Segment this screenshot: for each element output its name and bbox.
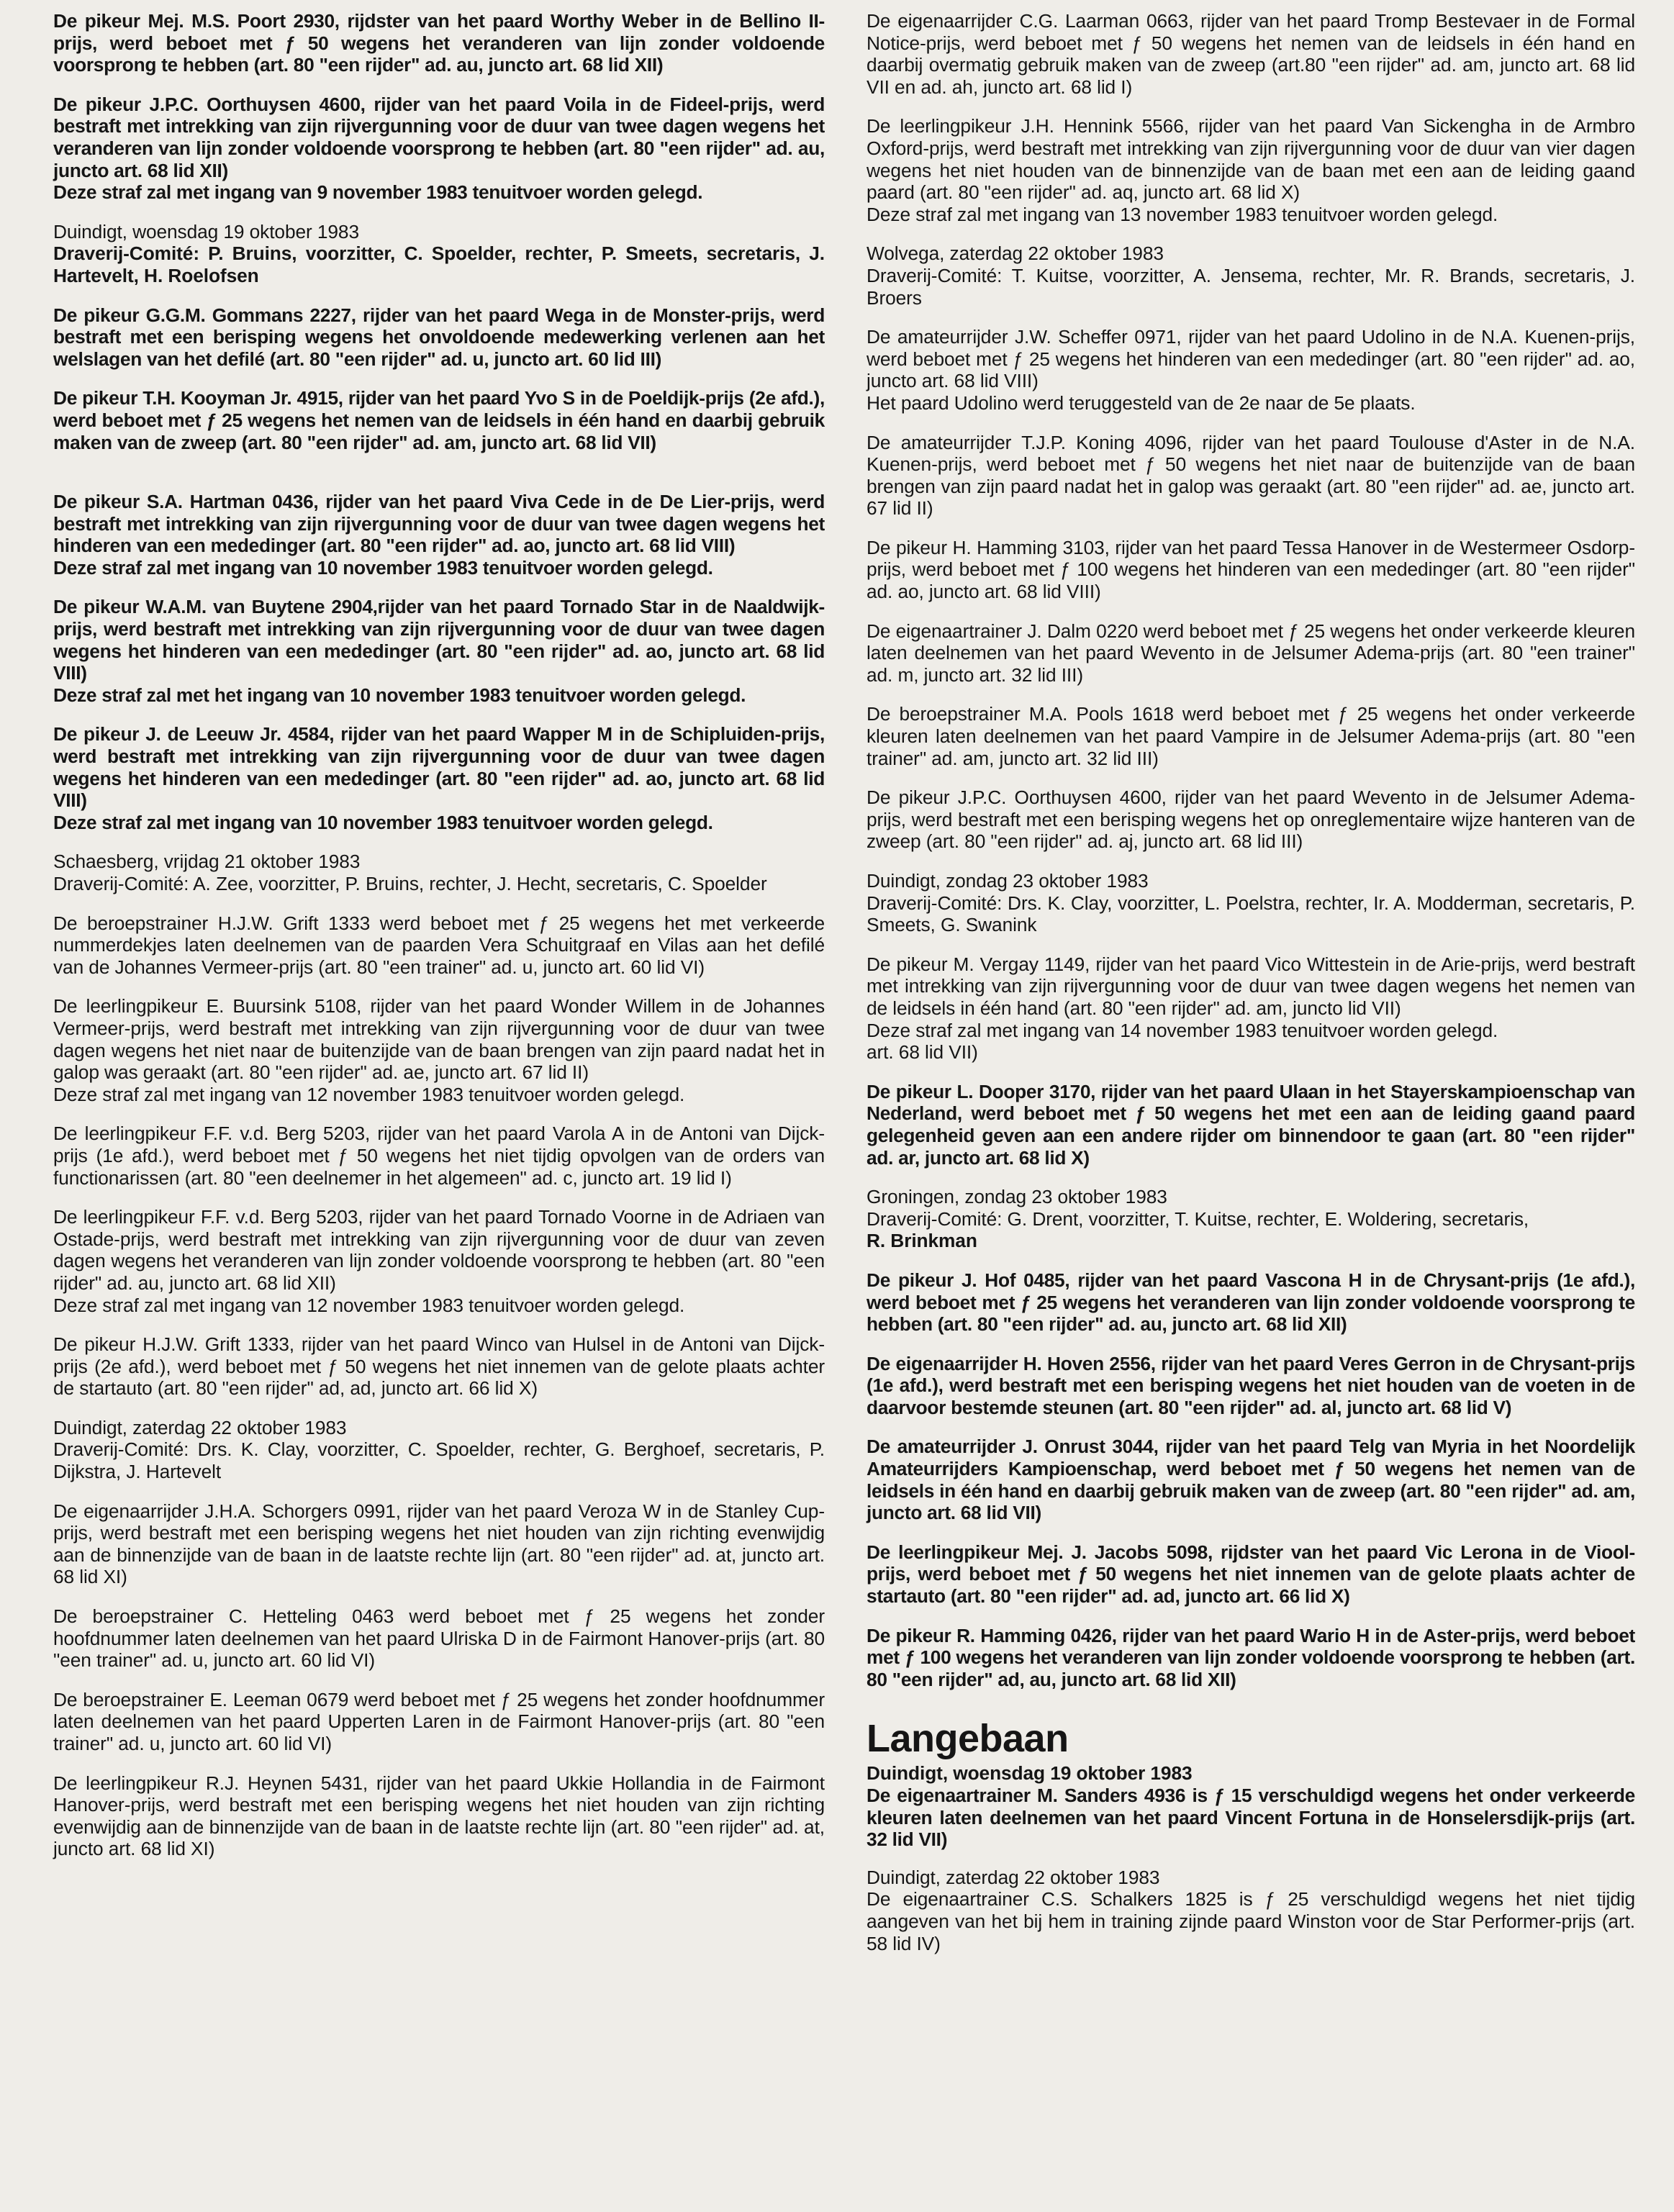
right-column: [867, 10, 1635, 2212]
entry-text: De pikeur J. Hof 0485, rijder van het paard Vascona H in de Chrysant-prijs (1e afd.), werd beboet met ƒ 25 wegens het veranderen van lijn zonder voldoende voorsprong te hebben (art. 80 "een rijder" ad. au, juncto art. 68 lid XII): [867, 1269, 1635, 1336]
entry-note: Deze straf zal met ingang van 13 november 1983 tenuitvoer worden gelegd.: [867, 203, 1498, 225]
ruling-entry: [867, 1353, 1635, 1419]
ruling-entry: [53, 596, 825, 706]
ruling-entry: [867, 1541, 1635, 1608]
entry-date: Duindigt, zaterdag 22 oktober 1983: [867, 1866, 1160, 1888]
entry-note: Draverij-Comité: A. Zee, voorzitter, P. Bruins, rechter, J. Hecht, secretaris, C. Spoelder: [53, 873, 767, 894]
ruling-entry: [867, 432, 1635, 520]
entry-text: De pikeur H.J.W. Grift 1333, rijder van het paard Winco van Hulsel in de Antoni van Dijck-prijs (2e afd.), werd beboet met ƒ 50 wegens het niet innemen van de gelote plaats achter de startauto (art. 80 "een rijder" ad, ad, juncto art. 66 lid X): [53, 1333, 825, 1400]
entry-note: Deze straf zal met ingang van 10 november 1983 tenuitvoer worden gelegd.: [53, 556, 713, 579]
committee-line: Draverij-Comité: G. Drent, voorzitter, T. Kuitse, rechter, E. Woldering, secretaris,: [867, 1207, 1529, 1230]
entry-text: De amateurrijder T.J.P. Koning 4096, rijder van het paard Toulouse d'Aster in de N.A. Kuenen-prijs, werd beboet met ƒ 50 wegens het niet naar de buitenzijde van de baan brengen van zijn paard nadat het in galop was geraakt (art. 80 "een rijder" ad. ae, juncto art. 67 lid II): [867, 431, 1635, 520]
entry-text: De eigenaartrainer J. Dalm 0220 werd beboet met ƒ 25 wegens het onder verkeerde kleuren laten deelnemen van het paard Wevento in de Jelsumer Adema-prijs (art. 80 "een trainer" ad. m, juncto art. 32 lid III): [867, 620, 1635, 686]
ruling-entry: [53, 94, 825, 204]
entry-text: Wolvega, zaterdag 22 oktober 1983: [867, 242, 1164, 265]
entry-text: De beroepstrainer C. Hetteling 0463 werd beboet met ƒ 25 wegens het zonder hoofdnummer laten deelnemen van het paard Ulriska D in de Fairmont Hanover-prijs (art. 80 "een trainer" ad. u, juncto art. 60 lid VI): [53, 1605, 825, 1672]
ruling-entry: [53, 491, 825, 579]
entry-text: De beroepstrainer H.J.W. Grift 1333 werd beboet met ƒ 25 wegens het met verkeerde nummerdekjes laten deelnemen van de paarden Vera Schuitgraaf en Vilas aan het defilé van de Johannes Vermeer-prijs (art. 80 "een trainer" ad. u, juncto art. 60 lid VI): [53, 912, 825, 978]
langebaan-section: [867, 1716, 1635, 1954]
ruling-entry: [867, 1269, 1635, 1336]
entry-note: Draverij-Comité: Drs. K. Clay, voorzitter, C. Spoelder, rechter, G. Berghoef, secretaris, P. Dijkstra, J. Hartevelt: [53, 1438, 825, 1483]
ruling-entry: [867, 326, 1635, 414]
entry-text: De eigenaartrainer M. Sanders 4936 is ƒ 15 verschuldigd wegens het onder verkeerde kleuren laten deelnemen van het paard Vincent Fortuna in de Honselersdijk-prijs (art. 32 lid VII): [867, 1785, 1635, 1851]
entry-text: De pikeur G.G.M. Gommans 2227, rijder van het paard Wega in de Monster-prijs, werd bestraft met een berisping wegens het onvoldoende medewerking verlenen aan het welslagen van het defilé (art. 80 "een rijder" ad. u, juncto art. 60 lid III): [53, 304, 825, 370]
entry-note: Draverij-Comité: Drs. K. Clay, voorzitter, L. Poelstra, rechter, Ir. A. Modderman, secretaris, P. Smeets, G. Swanink: [867, 892, 1635, 936]
ruling-entry: [53, 1605, 825, 1672]
right-entries: [867, 10, 1635, 1690]
ruling-entry: [53, 304, 825, 371]
entry-note: Deze straf zal met het ingang van 10 november 1983 tenuitvoer worden gelegd.: [53, 684, 746, 706]
entry-text: De leerlingpikeur F.F. v.d. Berg 5203, rijder van het paard Tornado Voorne in de Adriaen van Ostade-prijs, werd bestraft met intrekking van zijn rijvergunning voor de duur van zeven dagen wegens het veranderen van lijn zonder voldoende voorsprong te hebben (art. 80 "een rijder" ad. au, juncto art. 68 lid XII): [53, 1206, 825, 1294]
entry-text: De leerlingpikeur E. Buursink 5108, rijder van het paard Wonder Willem in de Johannes Vermeer-prijs, werd bestraft met intrekking van zijn rijvergunning voor de duur van twee dagen wegens het niet naar de buitenzijde van de baan brengen van zijn paard nadat het in galop was geraakt (art. 80 "een rijder" ad. ae, juncto art. 67 lid II): [53, 995, 825, 1084]
entry-date: Groningen, zondag 23 oktober 1983: [867, 1186, 1167, 1208]
entry-note: Deze straf zal met ingang van 12 november 1983 tenuitvoer worden gelegd.: [53, 1294, 685, 1316]
entry-text: De beroepstrainer M.A. Pools 1618 werd beboet met ƒ 25 wegens het onder verkeerde kleuren laten deelnemen van het paard Vampire in de Jelsumer Adema-prijs (art. 80 "een trainer" ad. am, juncto art. 32 lid III): [867, 703, 1635, 769]
entry-text: De pikeur J. de Leeuw Jr. 4584, rijder van het paard Wapper M in de Schipluiden-prijs, werd bestraft met intrekking van zijn rijvergunning voor de duur van twee dagen wegens het hinderen van een mededinger (art. 80 "een rijder" ad. ao, juncto art. 68 lid VIII): [53, 723, 825, 812]
entry-date: Duindigt, woensdag 19 oktober 1983: [53, 220, 359, 242]
ruling-entry: [867, 10, 1635, 98]
entry-note: Draverij-Comité: T. Kuitse, voorzitter, A. Jensema, rechter, Mr. R. Brands, secretaris, J. Broers: [867, 264, 1635, 309]
entry-text: De pikeur T.H. Kooyman Jr. 4915, rijder van het paard Yvo S in de Poeldijk-prijs (2e afd.), werd beboet met ƒ 25 wegens het nemen van de leidsels in één hand en daarbij gebruik maken van de zweep (art. 80 "een rijder" ad. am, juncto art. 68 lid VII): [53, 387, 825, 453]
ruling-entry: [53, 1206, 825, 1316]
entry-text: De eigenaarrijder C.G. Laarman 0663, rijder van het paard Tromp Bestevaer in de Formal Notice-prijs, werd beboet met ƒ 50 wegens het nemen van de leidsels in één hand en daarbij overmatig gebruik maken van de zweep (art.80 "een rijder" ad. am, juncto art. 68 lid VII en ad. ah, juncto art. 68 lid I): [867, 10, 1635, 98]
ruling-entry: [867, 1186, 1635, 1252]
ruling-entry: [867, 953, 1635, 1064]
ruling-entry: [53, 1772, 825, 1860]
ruling-entry: [867, 1081, 1635, 1169]
entry-text: De amateurrijder J. Onrust 3044, rijder van het paard Telg van Myria in het Noordelijk Amateurrijders Kampioenschap, werd beboet met ƒ 50 wegens het nemen van de leidsels in één hand en daarbij gebruik maken van de zweep (art. 80 "een rijder" ad. am, juncto art. 68 lid VII): [867, 1436, 1635, 1524]
entry-text: De leerlingpikeur Mej. J. Jacobs 5098, rijdster van het paard Vic Lerona in de Viool-prijs, werd beboet met ƒ 50 wegens het niet innemen van de gelote plaats achter de startauto (art. 80 "een rijder" ad. ad, juncto art. 66 lid X): [867, 1541, 1635, 1608]
langebaan-entry-1: [867, 1762, 1635, 1850]
spacer: [53, 471, 825, 491]
entry-text: Duindigt, zaterdag 22 oktober 1983: [53, 1416, 347, 1438]
entry-note: Deze straf zal met ingang van 10 november 1983 tenuitvoer worden gelegd.: [53, 811, 713, 833]
ruling-entry: [53, 912, 825, 979]
ruling-entry: [867, 1436, 1635, 1523]
entry-note: Deze straf zal met ingang van 14 november 1983 tenuitvoer worden gelegd.: [867, 1019, 1498, 1041]
entry-text: De leerlingpikeur J.H. Hennink 5566, rijder van het paard Van Sickengha in de Armbro Oxford-prijs, werd bestraft met intrekking van zijn rijvergunning voor de duur van vier dagen wegens het niet houden van de binnenzijde van de baan met een aan de leiding gaand paard (art. 80 "een rijder" ad. aq, juncto art. 68 lid X): [867, 115, 1635, 204]
ruling-entry: [867, 115, 1635, 225]
section-title-langebaan: Langebaan: [867, 1717, 1069, 1761]
committee-line-bold: Draverij-Comité: P. Bruins, voorzitter, C. Spoelder, rechter, P. Smeets, secretaris, J. Hartevelt, H. Roelofsen: [53, 242, 825, 286]
entry-text: De leerlingpikeur F.F. v.d. Berg 5203, rijder van het paard Varola A in de Antoni van Dijck-prijs (1e afd.), werd beboet met ƒ 50 wegens het niet tijdig opvolgen van de orders van functionarissen (art. 80 "een deelnemer in het algemeen" ad. c, juncto art. 19 lid I): [53, 1123, 825, 1189]
entry-date: Duindigt, woensdag 19 oktober 1983: [867, 1762, 1193, 1785]
ruling-entry: [867, 870, 1635, 936]
entry-text: De pikeur S.A. Hartman 0436, rijder van het paard Viva Cede in de De Lier-prijs, werd bestraft met intrekking van zijn rijvergunning voor de duur van twee dagen wegens het hinderen van een mededinger (art. 80 "een rijder" ad. ao, juncto art. 68 lid VIII): [53, 491, 825, 557]
entry-text: De eigenaarrijder H. Hoven 2556, rijder van het paard Veres Gerron in de Chrysant-prijs (1e afd.), werd bestraft met een berisping wegens het niet houden van de voeten in de daarvoor bestemde steunen (art. 80 "een rijder" ad. al, juncto art. 68 lid V): [867, 1352, 1635, 1418]
ruling-entry: [867, 242, 1635, 309]
langebaan-entry-2: [867, 1867, 1635, 1954]
ruling-entry: [867, 703, 1635, 769]
ruling-entry: [53, 10, 825, 76]
entry-note: Het paard Udolino werd teruggesteld van de 2e naar de 5e plaats.: [867, 391, 1416, 414]
ruling-entry: [867, 620, 1635, 686]
entry-note: Deze straf zal met ingang van 12 november 1983 tenuitvoer worden gelegd.: [53, 1083, 685, 1105]
entry-text: De pikeur H. Hamming 3103, rijder van het paard Tessa Hanover in de Westermeer Osdorp-prijs, werd beboet met ƒ 100 wegens het hinderen van een mededinger (art. 80 "een rijder" ad. ao, juncto art. 68 lid VIII): [867, 536, 1635, 603]
entry-text: De beroepstrainer E. Leeman 0679 werd beboet met ƒ 25 wegens het zonder hoofdnummer laten deelnemen van het paard Upperten Laren in de Fairmont Hanover-prijs (art. 80 "een trainer" ad. u, juncto art. 60 lid VI): [53, 1688, 825, 1754]
entry-text: Duindigt, zondag 23 oktober 1983: [867, 870, 1149, 892]
entry-text: De pikeur J.P.C. Oorthuysen 4600, rijder van het paard Voila in de Fideel-prijs, werd bestraft met intrekking van zijn rijvergunning voor de duur van twee dagen wegens het veranderen van lijn zonder voldoende voorsprong te hebben (art. 80 "een rijder" ad. au, juncto art. 68 lid XII): [53, 93, 825, 181]
ruling-entry: [53, 1333, 825, 1400]
entry-text: De eigenaartrainer C.S. Schalkers 1825 is ƒ 25 verschuldigd wegens het niet tijdig aangeven van het bij hem in training zijnde paard Winston voor de Star Performer-prijs (art. 58 lid IV): [867, 1888, 1635, 1954]
entry-text: Schaesberg, vrijdag 21 oktober 1983: [53, 851, 361, 873]
entry-text: De leerlingpikeur R.J. Heynen 5431, rijder van het paard Ukkie Hollandia in de Fairmont Hanover-prijs, werd bestraft met een berisping wegens het niet houden van zijn richting evenwijdig aan de binnenzijde van de baan in de laatste rechte lijn (art. 80 "een rijder" ad. at, juncto art. 68 lid XI): [53, 1772, 825, 1860]
left-column: [53, 10, 825, 2212]
ruling-entry: [53, 1417, 825, 1483]
ruling-entry: [53, 1500, 825, 1588]
ruling-entry: [53, 1123, 825, 1189]
ruling-entry: [53, 1689, 825, 1755]
ruling-entry: [53, 851, 825, 894]
ruling-entry: [867, 1625, 1635, 1691]
entry-text: De amateurrijder J.W. Scheffer 0971, rijder van het paard Udolino in de N.A. Kuenen-prijs, werd beboet met ƒ 25 wegens het hinderen van een mededinger (art. 80 "een rijder" ad. ao, juncto art. 68 lid VIII): [867, 326, 1635, 392]
ruling-entry: [867, 787, 1635, 853]
committee-line-bold: R. Brinkman: [867, 1230, 977, 1252]
entry-text: De pikeur R. Hamming 0426, rijder van het paard Wario H in de Aster-prijs, werd beboet met ƒ 100 wegens het veranderen van lijn zonder voldoende voorsprong te hebben (art. 80 "een rijder" ad, au, juncto art. 68 lid XII): [867, 1624, 1635, 1690]
ruling-entry: [867, 537, 1635, 603]
entry-text: De eigenaarrijder J.H.A. Schorgers 0991, rijder van het paard Veroza W in de Stanley Cup-prijs, werd bestraft met een berisping wegens het niet houden van zijn richting evenwijdig aan de binnenzijde van de baan in de laatste rechte lijn (art. 80 "een rijder" ad. at, juncto art. 68 lid XI): [53, 1500, 825, 1588]
ruling-entry: [53, 387, 825, 453]
ruling-entry: [53, 723, 825, 833]
ruling-entry: [53, 221, 825, 287]
entry-text: De pikeur L. Dooper 3170, rijder van het paard Ulaan in het Stayerskampioenschap van Nederland, werd beboet met ƒ 50 wegens het met een aan de leiding gaand paard gelegenheid geven aan een andere rijder om binnendoor te gaan (art. 80 "een rijder" ad. ar, juncto art. 68 lid X): [867, 1080, 1635, 1169]
ruling-entry: [53, 995, 825, 1105]
entry-text: De pikeur M. Vergay 1149, rijder van het paard Vico Wittestein in de Arie-prijs, werd bestraft met intrekking van zijn rijvergunning voor de duur van twee dagen wegens het nemen van de leidsels in één hand (art. 80 "een rijder" ad. am, juncto lid VII): [867, 953, 1635, 1019]
entry-text: De pikeur J.P.C. Oorthuysen 4600, rijder van het paard Wevento in de Jelsumer Adema-prijs, werd bestraft met een berisping wegens het op onreglementaire wijze hanteren van de zweep (art. 80 "een rijder" ad. aj, juncto art. 68 lid III): [867, 787, 1635, 853]
entry-text: De pikeur Mej. M.S. Poort 2930, rijdster van het paard Worthy Weber in de Bellino II-prijs, werd beboet met ƒ 50 wegens het veranderen van lijn zonder voldoende voorsprong te hebben (art. 80 "een rijder" ad. au, juncto art. 68 lid XII): [53, 10, 825, 76]
entry-note: Deze straf zal met ingang van 9 november 1983 tenuitvoer worden gelegd.: [53, 181, 703, 204]
entry-note: art. 68 lid VII): [867, 1041, 978, 1064]
entry-text: De pikeur W.A.M. van Buytene 2904,rijder van het paard Tornado Star in de Naaldwijk-prijs, werd bestraft met intrekking van zijn rijvergunning voor de duur van twee dagen wegens het hinderen van een mededinger (art. 80 "een rijder" ad. ao, juncto art. 68 lid VIII): [53, 596, 825, 684]
